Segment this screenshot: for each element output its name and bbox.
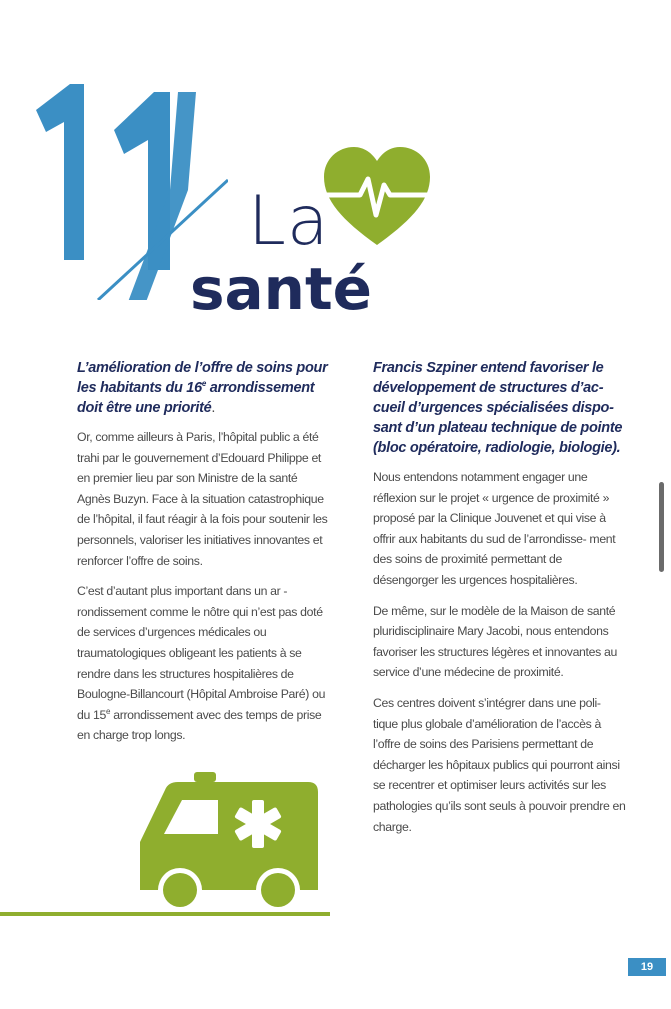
chapter-title-line1: La — [248, 182, 330, 261]
left-paragraph-1: Or, comme ailleurs à Paris, l’hôpital public a été trahi par le gouvernement d’Edouard Philippe et en premier lieu par son Ministre de la santé Agnès Buzyn. Face à la situation catastrophique de l’hôpital, il faut réagir à la fois pour soutenir les personnels, valoriser les initiatives innovantes et renforcer l’offre de soins. — [77, 430, 328, 568]
chapter-title-line2: santé — [190, 255, 373, 323]
right-lead: Francis Szpiner entend favoriser le développement de structures d’ac- cueil d’urgences spécialisées dispo- sant d’un plateau technique de pointe (bloc opératoire, radiologie, biologie). — [373, 360, 623, 456]
right-paragraph-1: Nous entendons notamment engager une réflexion sur le projet « urgence de proximité » proposé par la Clinique Jouvenet et qui vise à offrir aux habitants du sud de l’arrondisse- ment des soins de proximité permettant de désengorger les urgences hospitalières. — [373, 470, 616, 587]
page-number: 19 — [628, 958, 666, 976]
right-paragraph-2: De même, sur le modèle de la Maison de santé pluridisciplinaire Mary Jacobi, nous entendons favoriser les structures légères et innovantes au service d’une médecine de proximité. — [373, 603, 617, 680]
heart-pulse-icon — [322, 145, 432, 250]
left-paragraph-2: C’est d’autant plus important dans un ar - rondissement comme le nôtre qui n’est pas doté de services d’urgences médicales ou traumatologiques obligeant les patients à se rendre dans les structures hospitalières de Boulogne-Billancourt (Hôpital Ambroise Paré) ou du 15e arrondissement avec des temps de prise en charge trop longs. — [77, 584, 326, 743]
scrollbar-thumb[interactable] — [659, 482, 664, 572]
left-column — [77, 358, 332, 756]
ambulance-icon — [130, 772, 320, 917]
right-column — [373, 358, 628, 847]
ground-line — [0, 912, 330, 916]
left-lead: L’amélioration de l’offre de soins pour les habitants du 16e arrondissement doit être une priorité. — [77, 360, 328, 416]
right-paragraph-3: Ces centres doivent s’intégrer dans une poli- tique plus globale d’amélioration de l’accès à l’offre de soins des Parisiens permettant de décharger les hôpitaux publics qui pourront ainsi se recentrer et optimiser leurs activités sur les pathologies qu’ils sont seuls à pouvoir prendre en charge. — [373, 695, 626, 834]
